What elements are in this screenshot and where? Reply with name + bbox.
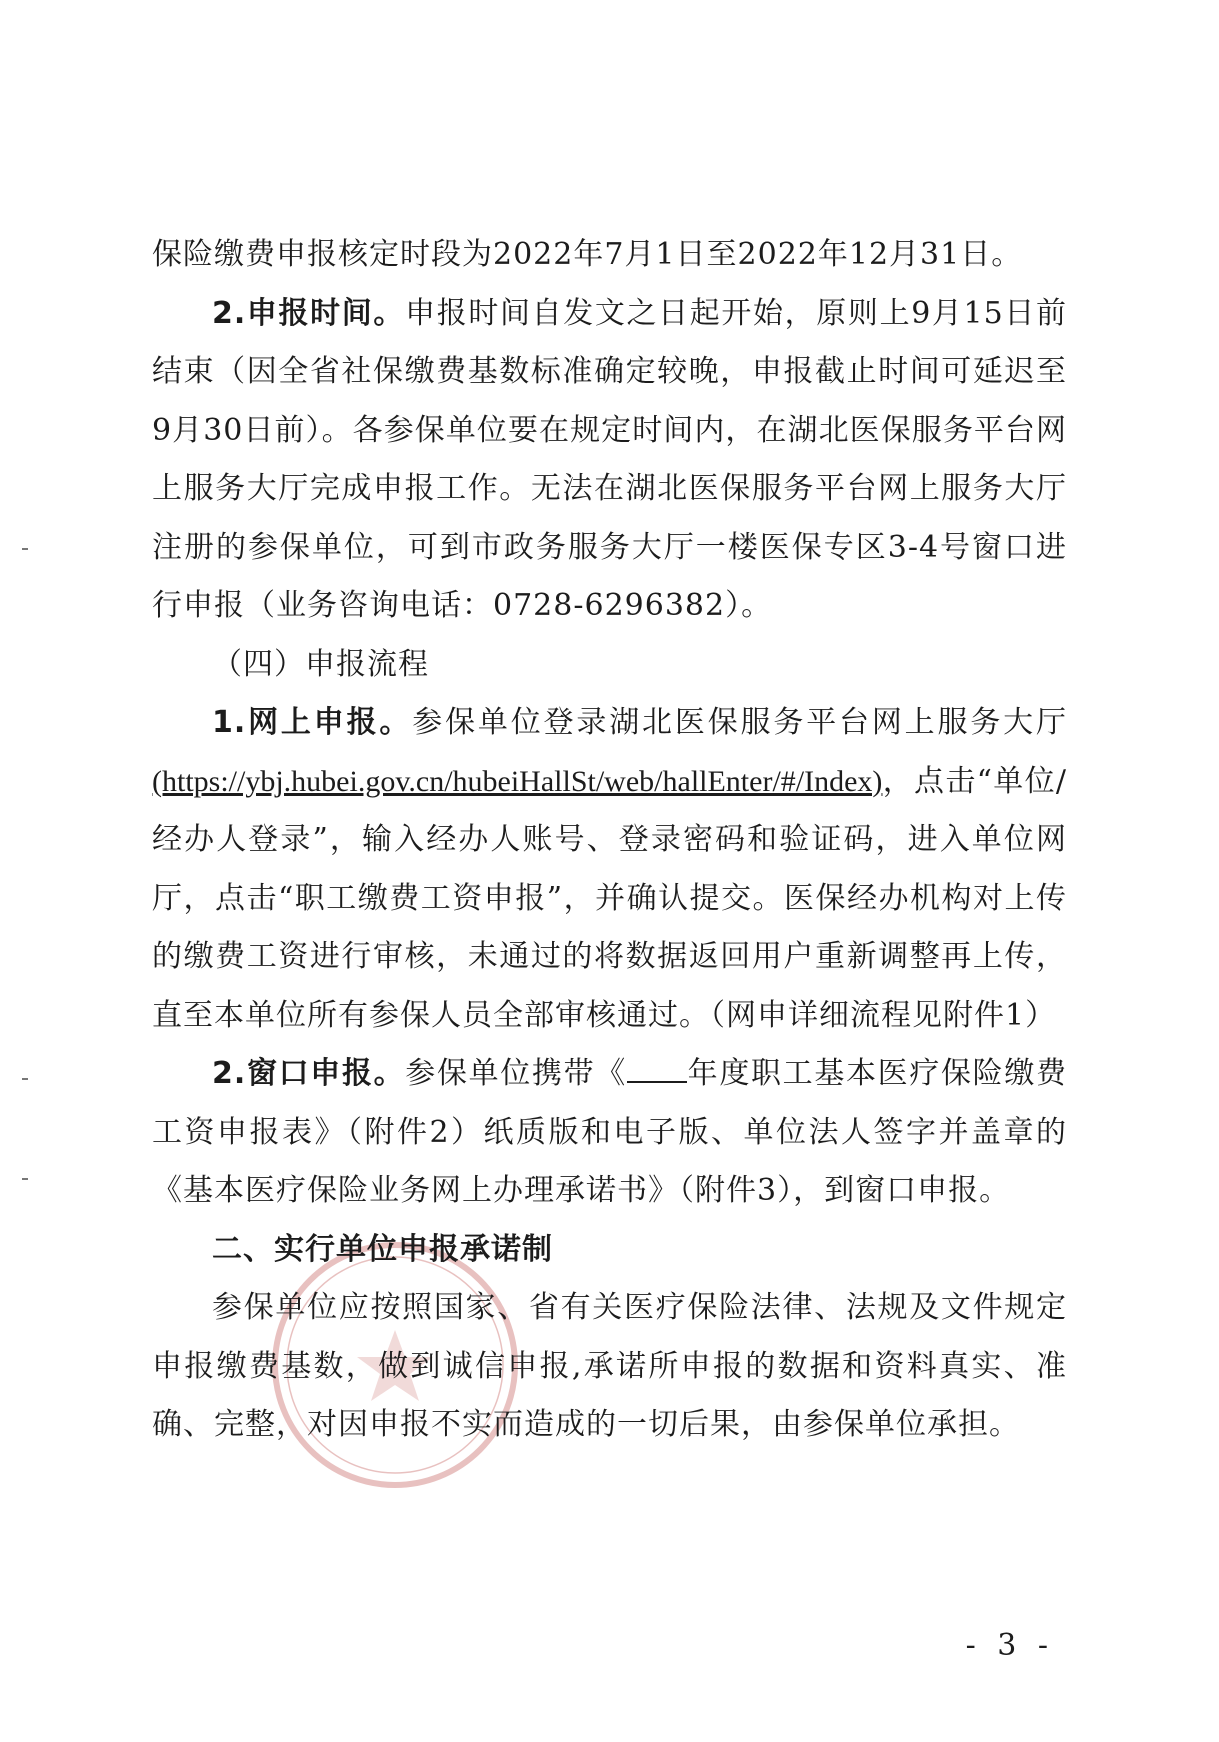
year-blank [627, 1055, 687, 1083]
text-window-declaration-a: 参保单位携带《 [405, 1056, 627, 1091]
paragraph-declaration-time [152, 285, 1067, 636]
label-window-declaration: 2.窗口申报。 [212, 1056, 406, 1091]
text-window-declaration-b: 年度职工基本医疗保险缴费工资申报表》（附件2）纸质版和电子版、单位法人签字并盖章的《基本医疗保险业务网上办理承诺书》（附件3），到窗口申报。 [152, 1056, 1068, 1208]
hubei-hall-link[interactable]: (https://ybj.hubei.gov.cn/hubeiHallSt/web/hallEnter/#/Index) [152, 764, 883, 798]
label-online-declaration: 1.网上申报。 [212, 705, 413, 740]
scan-mark [22, 1078, 28, 1080]
text-declaration-time: 申报时间自发文之日起开始，原则上9月15日前结束（因全省社保缴费基数标准确定较晚，申报截止时间可延迟至9月30日前）。各参保单位要在规定时间内，在湖北医保服务平台网上服务大厅完成申报工作。无法在湖北医保服务平台网上服务大厅注册的参保单位，可到市政务服务大厅一楼医保专区3-4号窗口进行申报（业务咨询电话：0728-6296382）。 [152, 295, 1067, 623]
scan-mark [22, 548, 28, 550]
paragraph-online-declaration [152, 694, 1067, 1045]
paragraph-period: 保险缴费申报核定时段为2022年7月1日至2022年12月31日。 [152, 237, 1023, 272]
label-declaration-time: 2.申报时间。 [212, 295, 406, 331]
scan-mark [22, 1178, 28, 1180]
paragraph-window-declaration [152, 1045, 1067, 1221]
text-online-declaration-a: 参保单位登录湖北医保服务平台网上服务大厅 [412, 705, 1067, 740]
page-number: - 3 - [965, 1628, 1054, 1663]
text-online-declaration-b: ，点击“单位/经办人登录”，输入经办人账号、登录密码和验证码，进入单位网厅，点击“职工缴费工资申报”，并确认提交。医保经办机构对上传的缴费工资进行审核，未通过的将数据返回用户重新调整再上传，直至本单位所有参保人员全部审核通过。（网申详细流程见附件1） [152, 763, 1067, 1033]
document-body [152, 226, 1067, 1455]
paragraph-commitment: 参保单位应按照国家、省有关医疗保险法律、法规及文件规定申报缴费基数，做到诚信申报,承诺所申报的数据和资料真实、准确、完整，对因申报不实而造成的一切后果，由参保单位承担。 [152, 1290, 1067, 1442]
heading-commitment-system: 二、实行单位申报承诺制 [212, 1231, 553, 1267]
heading-declaration-process: （四）申报流程 [212, 646, 429, 682]
